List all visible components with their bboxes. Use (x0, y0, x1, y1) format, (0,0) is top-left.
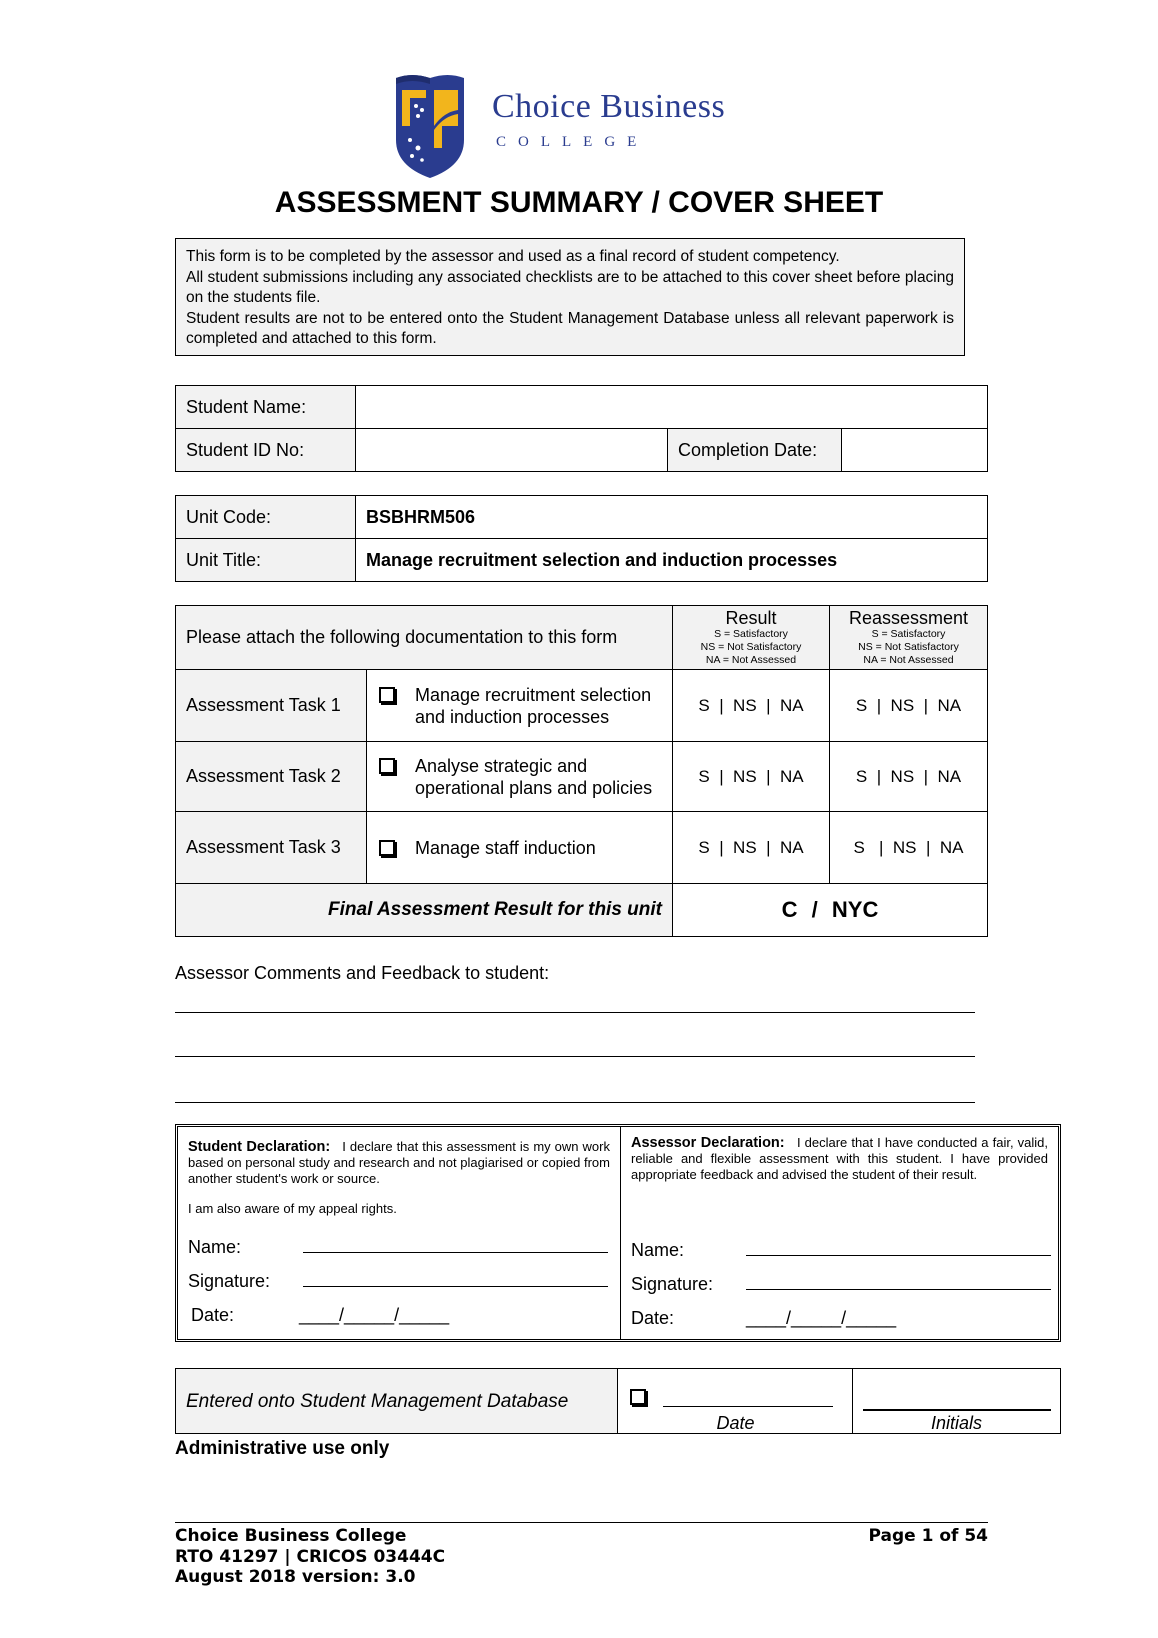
student-declaration (178, 1127, 621, 1339)
unit-code-value: BSBHRM506 (356, 496, 988, 539)
task-result-options[interactable]: S | NS | NA (673, 742, 830, 812)
table-row (176, 742, 988, 812)
declarations-box (175, 1124, 1061, 1342)
assessor-declaration-text: I declare that I have conducted a fair, valid, reliable and flexible assessment with this student. I have provided appropriate feedback and advised the student of their result. (631, 1135, 1049, 1182)
task-label: Assessment Task 2 (176, 742, 367, 812)
task-description: Manage recruitment selection and induction processes (415, 684, 652, 727)
student-name-label: Name: (188, 1237, 242, 1257)
completion-date-field[interactable] (842, 429, 988, 472)
legend-line: NS = Not Satisfactory (858, 641, 959, 653)
task-description: Analyse strategic and operational plans and policies (415, 755, 653, 798)
unit-code-label: Unit Code: (176, 496, 356, 539)
student-date-field[interactable]: ____/_____/_____ (299, 1305, 450, 1325)
college-name: Choice Business (492, 88, 726, 125)
assessor-name-label: Name: (631, 1240, 685, 1260)
assessor-signature-line[interactable] (746, 1275, 1051, 1290)
assessor-date-label: Date: (631, 1308, 675, 1328)
result-header (673, 606, 830, 670)
footer-info (175, 1526, 445, 1588)
admin-date-line[interactable] (663, 1406, 833, 1407)
page-number: Page 1 of 54 (868, 1526, 988, 1546)
assessor-name-line[interactable] (746, 1241, 1051, 1256)
student-name-line[interactable] (303, 1238, 608, 1253)
student-signature-label: Signature: (188, 1271, 271, 1291)
assessor-date-field[interactable]: ____/_____/_____ (746, 1308, 897, 1328)
admin-initials-line[interactable] (863, 1409, 1051, 1411)
database-entry-label: Entered onto Student Management Database (176, 1369, 618, 1433)
comments-label: Assessor Comments and Feedback to student: (175, 963, 550, 983)
student-declaration-text: I declare that this assessment is my own work based on personal study and research and not plagiarised or copied from another student's work or source. (188, 1139, 610, 1186)
task-checkbox[interactable] (379, 687, 395, 703)
final-result-label: Final Assessment Result for this unit (176, 884, 673, 937)
footer-rto: RTO 41297 | CRICOS 03444C (175, 1546, 446, 1567)
result-title: Result (725, 608, 777, 628)
comment-line[interactable] (175, 1056, 975, 1057)
admin-initials-caption: Initials (930, 1413, 983, 1433)
comment-line[interactable] (175, 1012, 975, 1013)
admin-date-caption: Date (716, 1413, 755, 1433)
assessment-table (175, 605, 988, 937)
student-name-field[interactable] (356, 386, 988, 429)
unit-title-value: Manage recruitment selection and induction processes (356, 539, 988, 582)
database-entry-checkbox[interactable] (630, 1389, 646, 1405)
reassessment-header (830, 606, 988, 670)
student-declaration-heading: Student Declaration: (188, 1139, 331, 1155)
appeal-rights-text: I am also aware of my appeal rights. (188, 1201, 397, 1216)
legend-line: NA = Not Assessed (863, 654, 954, 666)
unit-details-table (175, 495, 988, 582)
assessor-signature-label: Signature: (631, 1274, 714, 1294)
student-signature-line[interactable] (303, 1272, 608, 1287)
task-result-options[interactable]: S | NS | NA (673, 670, 830, 742)
task-checkbox[interactable] (379, 840, 395, 856)
task-checkbox[interactable] (379, 758, 395, 774)
task-description: Manage staff induction (415, 837, 596, 858)
instruction-line: Student results are not to be entered onto the Student Management Database unless all relevant paperwork is completed and attached to this form. (186, 309, 954, 347)
task-reassessment-options[interactable]: S | NS | NA (830, 670, 988, 742)
assessor-declaration-heading: Assessor Declaration: (631, 1135, 785, 1151)
admin-use-label: Administrative use only (175, 1438, 390, 1459)
assessor-declaration (621, 1127, 1058, 1339)
legend-line: S = Satisfactory (714, 628, 788, 640)
student-id-field[interactable] (356, 429, 668, 472)
instruction-line: All student submissions including any associated checklists are to be attached to this cover sheet before placing on the students file. (186, 268, 954, 306)
table-row (176, 812, 988, 884)
task-reassessment-options[interactable]: S | NS | NA (830, 742, 988, 812)
legend-line: NA = Not Assessed (705, 654, 797, 666)
shield-logo-icon (392, 70, 468, 180)
student-details-table (175, 385, 988, 472)
legend-line: NS = Not Satisfactory (700, 641, 802, 653)
comment-line[interactable] (175, 1102, 975, 1103)
admin-box (175, 1368, 1061, 1434)
student-date-label: Date: (191, 1305, 235, 1325)
task-description-cell (367, 812, 673, 884)
college-subtitle: COLLEGE (496, 134, 649, 150)
college-logo (392, 70, 792, 182)
task-result-options[interactable]: S | NS | NA (673, 812, 830, 884)
task-label: Assessment Task 3 (176, 812, 367, 884)
instructions-box (175, 238, 965, 356)
student-name-label: Student Name: (176, 386, 356, 429)
task-reassessment-options[interactable]: S | NS | NA (830, 812, 988, 884)
admin-date-cell (618, 1369, 853, 1433)
documentation-header: Please attach the following documentation to this form (176, 606, 673, 670)
table-row (176, 670, 988, 742)
footer-college: Choice Business College (175, 1526, 407, 1546)
task-description-cell (367, 742, 673, 812)
task-label: Assessment Task 1 (176, 670, 367, 742)
student-id-label: Student ID No: (176, 429, 356, 472)
instruction-line: This form is to be completed by the assessor and used as a final record of student competency. (186, 248, 840, 265)
legend-line: S = Satisfactory (871, 628, 946, 640)
task-description-cell (367, 670, 673, 742)
final-result-value[interactable]: C / NYC (673, 884, 988, 937)
footer-version: August 2018 version: 3.0 (175, 1567, 416, 1587)
completion-date-label: Completion Date: (668, 429, 842, 472)
page-title: ASSESSMENT SUMMARY / COVER SHEET (274, 186, 884, 219)
unit-title-label: Unit Title: (176, 539, 356, 582)
reassessment-title: Reassessment (848, 608, 969, 628)
footer-divider (175, 1522, 988, 1523)
admin-initials-cell (853, 1369, 1060, 1433)
